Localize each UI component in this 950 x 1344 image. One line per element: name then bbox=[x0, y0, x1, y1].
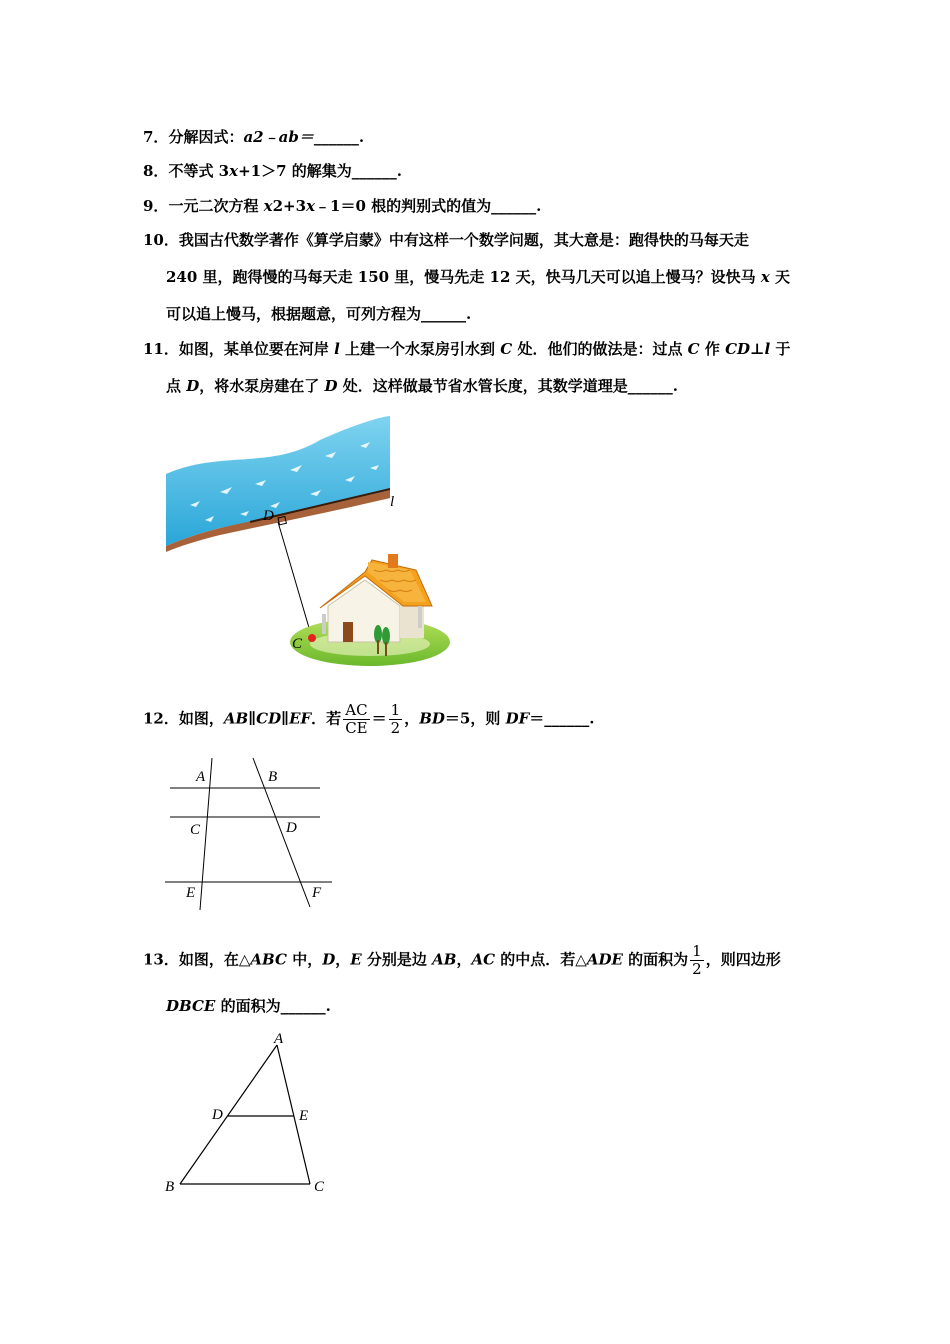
label-E: E bbox=[186, 885, 196, 901]
answer-blank: ______ bbox=[544, 709, 590, 728]
label-C: C bbox=[190, 822, 201, 838]
label-D: D bbox=[212, 1107, 223, 1123]
fraction-one-half: $\frac{1}{2}$ bbox=[390, 701, 401, 737]
question-13: 13．如图，在△ABC 中，D，E 分别是边 AB，AC 的中点．若△ADE 的面积为 $\frac{1}{2}$ ，则四边形 bbox=[143, 942, 781, 978]
answer-blank: ______ bbox=[351, 162, 397, 180]
parallel-lines-figure bbox=[160, 755, 340, 915]
label-B: B bbox=[268, 769, 278, 785]
answer-blank: ______ bbox=[313, 128, 359, 146]
question-number: 11． bbox=[143, 340, 179, 358]
chimney bbox=[388, 554, 398, 568]
answer-blank: ______ bbox=[280, 997, 326, 1015]
question-number: 12． bbox=[143, 709, 179, 728]
fraction-one-half: $\frac{1}{2}$ bbox=[692, 942, 702, 978]
question-10-line-2: 240 里，跑得慢的马每天走 150 里，慢马先走 12 天，快马几天可以追上慢马？设快马 x 天 bbox=[166, 268, 791, 286]
label-B: B bbox=[165, 1179, 175, 1195]
question-number: 8． bbox=[143, 162, 169, 180]
label-D: D bbox=[263, 508, 274, 524]
label-A: A bbox=[196, 769, 206, 785]
answer-blank: ______ bbox=[491, 197, 537, 215]
question-number: 7． bbox=[143, 128, 169, 146]
expression: a2﹣ab＝ bbox=[243, 128, 314, 146]
question-11: 11．如图，某单位要在河岸 l 上建一个水泵房引水到 C 处．他们的做法是：过点 C 作 CD⊥l 于 bbox=[143, 340, 791, 358]
river-water bbox=[166, 416, 390, 546]
question-number: 9． bbox=[143, 197, 169, 215]
label-D: D bbox=[286, 820, 297, 836]
question-9: 9．一元二次方程 x2+3x﹣1＝0 根的判别式的值为______. bbox=[143, 197, 542, 215]
house-door bbox=[343, 622, 353, 642]
question-10-line-3: 可以追上慢马，根据题意，可列方程为______. bbox=[166, 305, 472, 323]
question-13-line-2: DBCE 的面积为______. bbox=[166, 997, 331, 1015]
triangle-figure bbox=[160, 1030, 340, 1200]
segment-CD bbox=[278, 522, 312, 638]
question-text: 分解因式： bbox=[168, 128, 244, 146]
label-C: C bbox=[292, 636, 303, 652]
answer-blank: ______ bbox=[627, 377, 673, 395]
label-A: A bbox=[274, 1031, 284, 1047]
transversal-BDF bbox=[253, 758, 310, 907]
question-7: 7．分解因式：a2﹣ab＝______. bbox=[143, 128, 365, 146]
question-10: 10．我国古代数学著作《算学启蒙》中有这样一个数学问题，其大意是：跑得快的马每天走 bbox=[143, 231, 749, 249]
question-number: 10． bbox=[143, 231, 179, 249]
question-11-line-2: 点 D，将水泵房建在了 D 处．这样做最节省水管长度，其数学道理是______. bbox=[166, 377, 678, 395]
side-AB bbox=[180, 1045, 277, 1184]
label-l: l bbox=[390, 494, 395, 510]
answer-blank: ______ bbox=[421, 305, 467, 323]
question-number: 13． bbox=[143, 950, 179, 969]
river-house-figure bbox=[160, 410, 460, 675]
label-C: C bbox=[314, 1179, 325, 1195]
point-C bbox=[308, 634, 316, 642]
label-F: F bbox=[312, 885, 322, 901]
question-12: 12．如图，AB∥CD∥EF．若 $\frac{AC}{CE}$ ＝ $\frac{1}{2}$ ，BD＝5，则 DF＝______. bbox=[143, 701, 595, 737]
question-8: 8．不等式 3x+1＞7 的解集为______. bbox=[143, 162, 402, 180]
label-E: E bbox=[299, 1108, 309, 1124]
fraction-ac-ce: $\frac{AC}{CE}$ bbox=[345, 701, 368, 737]
